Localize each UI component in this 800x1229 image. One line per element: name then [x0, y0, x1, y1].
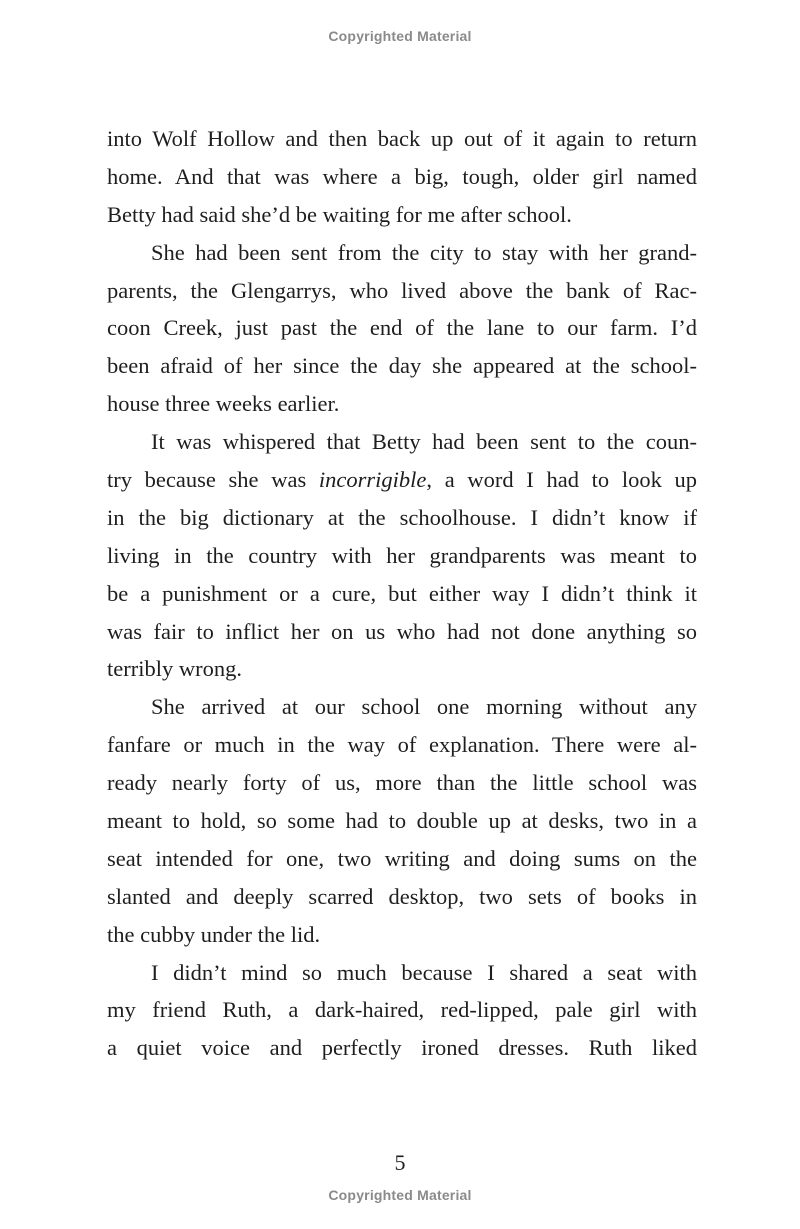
text-line: seat intended for one, two writing and doing sums on the	[107, 845, 697, 871]
text-line: It was whispered that Betty had been sent to the coun-	[151, 429, 697, 455]
text-line: the cubby under the lid.	[107, 921, 321, 947]
text-line: slanted and deeply scarred desktop, two sets of books in	[107, 883, 697, 909]
text-line: my friend Ruth, a dark-haired, red-lipped, pale girl with	[107, 997, 697, 1023]
copyright-watermark-bottom: Copyrighted Material	[328, 1187, 472, 1203]
text-line: home. And that was where a big, tough, older girl named	[107, 163, 697, 189]
text-line: fanfare or much in the way of explanation. There were al-	[107, 732, 697, 758]
text-line: a quiet voice and perfectly ironed dresses. Ruth liked	[107, 1035, 697, 1061]
text-line: She arrived at our school one morning without any	[151, 694, 697, 720]
text-line: ready nearly forty of us, more than the little school was	[107, 770, 697, 796]
text-line-with-emphasis	[107, 461, 697, 499]
text-line: living in the country with her grandparents was meant to	[107, 542, 697, 568]
text-line: terribly wrong.	[107, 656, 242, 682]
page-number: 5	[394, 1150, 406, 1175]
text-line: in the big dictionary at the schoolhouse. I didn’t know if	[107, 504, 697, 530]
text-line: She had been sent from the city to stay with her grand-	[151, 239, 697, 265]
text-line: been afraid of her since the day she appeared at the school-	[107, 353, 697, 379]
emphasized-word: incorrigible	[318, 467, 427, 493]
text-line: Betty had said she’d be waiting for me after school.	[107, 201, 572, 227]
text-line: coon Creek, just past the end of the lane to our farm. I’d	[107, 315, 697, 341]
text-line: I didn’t mind so much because I shared a seat with	[151, 959, 697, 985]
text-segment: try because she was	[107, 467, 319, 493]
text-line: meant to hold, so some had to double up at desks, two in a	[107, 808, 697, 834]
text-line: into Wolf Hollow and then back up out of it again to return	[107, 126, 697, 151]
text-line: was fair to inflict her on us who had not done anything so	[107, 618, 697, 644]
text-line: house three weeks earlier.	[107, 391, 340, 417]
copyright-watermark-top: Copyrighted Material	[328, 28, 472, 44]
text-line: be a punishment or a cure, but either way I didn’t think it	[107, 580, 697, 606]
text-line: parents, the Glengarrys, who lived above the bank of Rac-	[107, 277, 697, 303]
page-body	[107, 120, 697, 1067]
text-segment: , a word I had to look up	[426, 467, 697, 493]
